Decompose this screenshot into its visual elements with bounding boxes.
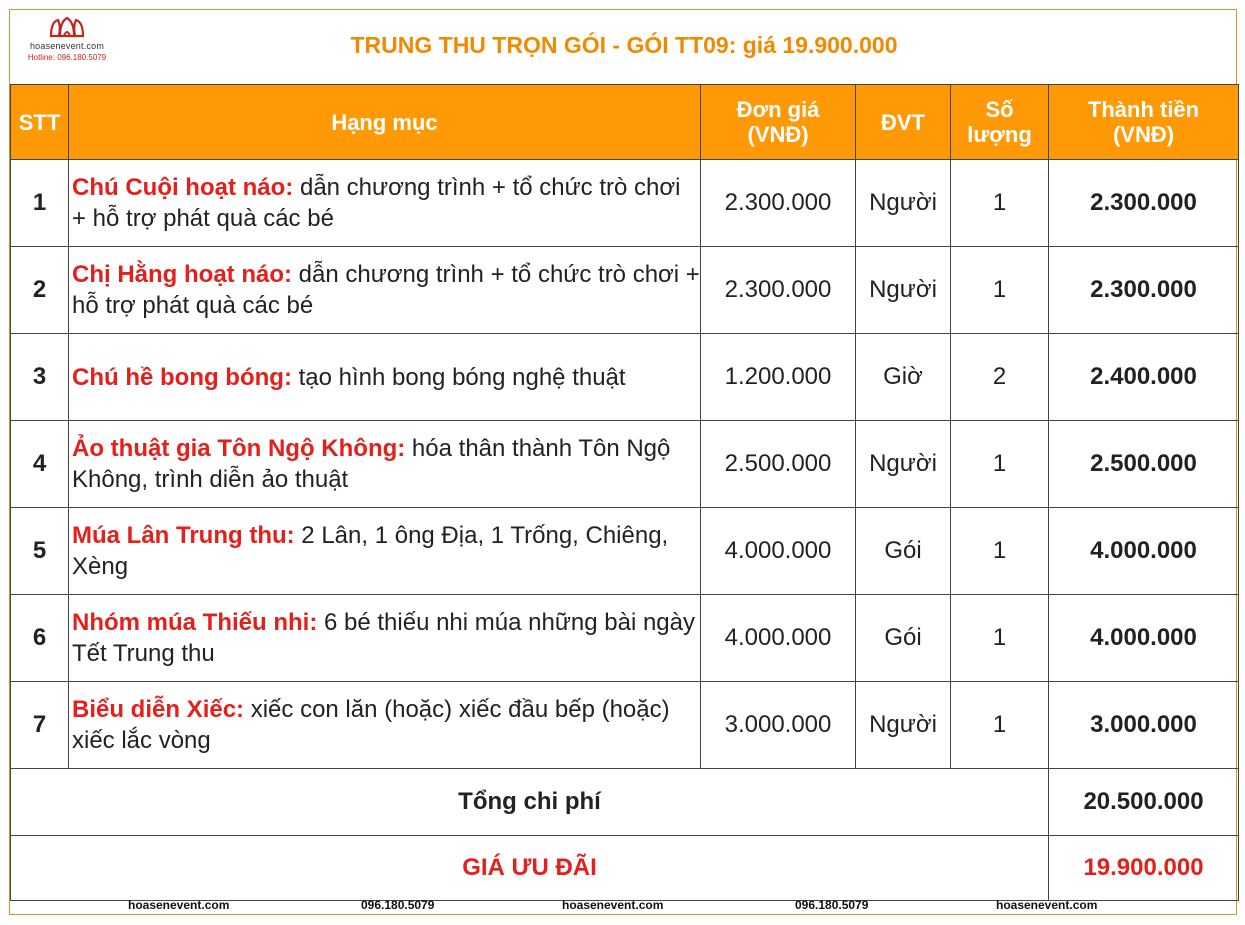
cell-unit: Người bbox=[856, 421, 951, 508]
cell-stt: 1 bbox=[11, 160, 69, 247]
cell-total: 2.300.000 bbox=[1049, 160, 1239, 247]
footer-site: hoasenevent.com bbox=[996, 898, 1098, 912]
cell-item: Chú Cuội hoạt náo: dẫn chương trình + tổ chức trò chơi + hỗ trợ phát quà các bé bbox=[69, 160, 701, 247]
footer-bar bbox=[10, 898, 1238, 914]
footer-site: hoasenevent.com bbox=[562, 898, 664, 912]
price-table bbox=[10, 84, 1239, 901]
table-row bbox=[11, 160, 1239, 247]
cell-qty: 1 bbox=[951, 421, 1049, 508]
cell-price: 3.000.000 bbox=[701, 682, 856, 769]
cell-unit: Giờ bbox=[856, 334, 951, 421]
header-total: Thành tiền (VNĐ) bbox=[1049, 85, 1239, 160]
logo-hotline-text: Hotline: 096.180.5079 bbox=[27, 53, 107, 62]
footer-site: hoasenevent.com bbox=[128, 898, 230, 912]
cell-qty: 1 bbox=[951, 247, 1049, 334]
promo-row bbox=[11, 836, 1239, 901]
sum-row bbox=[11, 769, 1239, 836]
cell-stt: 4 bbox=[11, 421, 69, 508]
sum-value: 20.500.000 bbox=[1049, 769, 1239, 836]
cell-price: 2.300.000 bbox=[701, 160, 856, 247]
cell-qty: 1 bbox=[951, 508, 1049, 595]
cell-qty: 2 bbox=[951, 334, 1049, 421]
cell-qty: 1 bbox=[951, 595, 1049, 682]
cell-item: Ảo thuật gia Tôn Ngộ Không: hóa thân thành Tôn Ngộ Không, trình diễn ảo thuật bbox=[69, 421, 701, 508]
promo-value: 19.900.000 bbox=[1049, 836, 1239, 901]
price-sheet bbox=[9, 9, 1237, 915]
cell-total: 4.000.000 bbox=[1049, 508, 1239, 595]
cell-unit: Người bbox=[856, 160, 951, 247]
cell-item: Múa Lân Trung thu: 2 Lân, 1 ông Địa, 1 Trống, Chiêng, Xèng bbox=[69, 508, 701, 595]
cell-qty: 1 bbox=[951, 160, 1049, 247]
cell-stt: 5 bbox=[11, 508, 69, 595]
cell-total: 4.000.000 bbox=[1049, 595, 1239, 682]
logo-site-text: hoasenevent.com bbox=[29, 41, 105, 51]
table-row bbox=[11, 421, 1239, 508]
table-row bbox=[11, 682, 1239, 769]
header-stt: STT bbox=[11, 85, 69, 160]
cell-price: 4.000.000 bbox=[701, 508, 856, 595]
header-unit-price: Đơn giá (VNĐ) bbox=[701, 85, 856, 160]
cell-unit: Người bbox=[856, 682, 951, 769]
cell-unit: Gói bbox=[856, 508, 951, 595]
header-item: Hạng mục bbox=[69, 85, 701, 160]
table-row bbox=[11, 334, 1239, 421]
cell-item: Chú hề bong bóng: tạo hình bong bóng nghệ thuật bbox=[69, 334, 701, 421]
cell-stt: 2 bbox=[11, 247, 69, 334]
cell-unit: Gói bbox=[856, 595, 951, 682]
cell-unit: Người bbox=[856, 247, 951, 334]
cell-qty: 1 bbox=[951, 682, 1049, 769]
page-title: TRUNG THU TRỌN GÓI - GÓI TT09: giá 19.900.000 bbox=[350, 32, 898, 58]
cell-total: 3.000.000 bbox=[1049, 682, 1239, 769]
sum-label: Tổng chi phí bbox=[11, 769, 1049, 836]
footer-phone: 096.180.5079 bbox=[361, 898, 435, 912]
cell-price: 2.500.000 bbox=[701, 421, 856, 508]
promo-label: GIÁ ƯU ĐÃI bbox=[11, 836, 1049, 901]
cell-stt: 3 bbox=[11, 334, 69, 421]
cell-price: 2.300.000 bbox=[701, 247, 856, 334]
cell-price: 4.000.000 bbox=[701, 595, 856, 682]
cell-total: 2.400.000 bbox=[1049, 334, 1239, 421]
cell-stt: 7 bbox=[11, 682, 69, 769]
table-row bbox=[11, 247, 1239, 334]
footer-phone: 096.180.5079 bbox=[795, 898, 869, 912]
table-row bbox=[11, 595, 1239, 682]
cell-item: Biểu diễn Xiếc: xiếc con lăn (hoặc) xiếc đầu bếp (hoặc) xiếc lắc vòng bbox=[69, 682, 701, 769]
cell-stt: 6 bbox=[11, 595, 69, 682]
header-unit: ĐVT bbox=[856, 85, 951, 160]
header-quantity: Số lượng bbox=[951, 85, 1049, 160]
cell-item: Nhóm múa Thiếu nhi: 6 bé thiếu nhi múa những bài ngày Tết Trung thu bbox=[69, 595, 701, 682]
cell-price: 1.200.000 bbox=[701, 334, 856, 421]
cell-total: 2.300.000 bbox=[1049, 247, 1239, 334]
table-row bbox=[11, 508, 1239, 595]
cell-item: Chị Hằng hoạt náo: dẫn chương trình + tổ chức trò chơi + hỗ trợ phát quà các bé bbox=[69, 247, 701, 334]
cell-total: 2.500.000 bbox=[1049, 421, 1239, 508]
table-header-row bbox=[11, 85, 1239, 160]
